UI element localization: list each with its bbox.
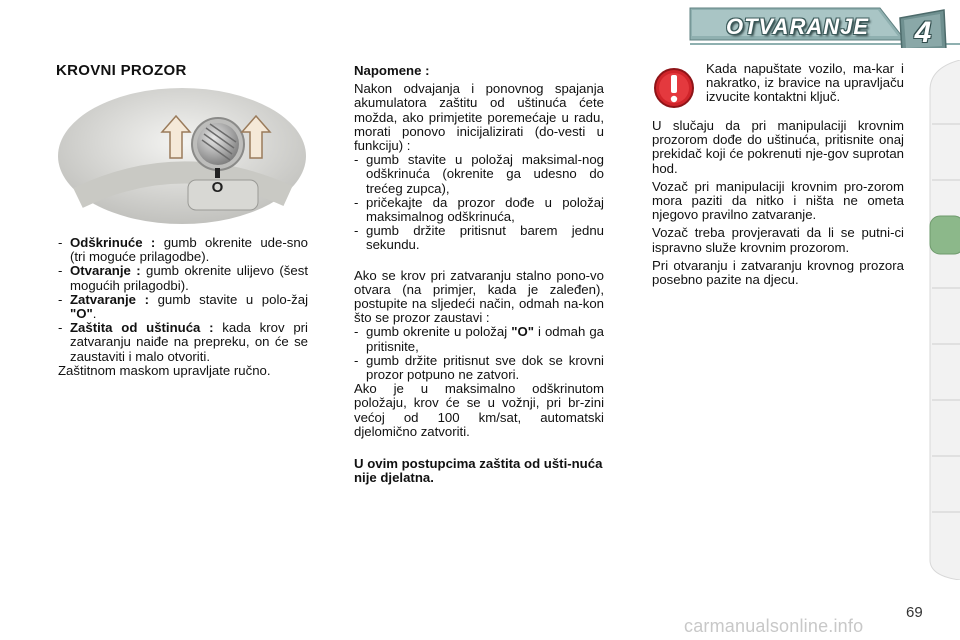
- list-item: - Otvaranje : gumb okrenite ulijevo (šest mogućih prilagodbi).: [58, 263, 308, 293]
- right-paragraph: Vozač treba provjeravati da li se putni-ci ispravno služe krovnim prozorom.: [652, 225, 904, 255]
- watermark: carmanualsonline.info: [684, 616, 864, 636]
- item-bold: Odškrinuće :: [70, 235, 156, 250]
- list-item: - gumb držite pritisnut sve dok se krovni prozor potpuno ne zatvori.: [354, 352, 604, 383]
- note-title: Napomene :: [354, 63, 430, 78]
- sunroof-switch-photo: [58, 88, 306, 224]
- list-item: - gumb stavite u položaj maksimal-nog odškrinuća (okrenite ga udesno do trećeg zupca),: [354, 152, 604, 196]
- item-bold: "O": [70, 306, 93, 322]
- page-number: 69: [906, 604, 923, 621]
- item-text: gumb okrenite u položaj: [366, 324, 512, 340]
- chapter-tabs: [928, 60, 960, 580]
- list-item: - Odškrinuće : gumb okrenite ude-sno (tri moguće prilagodbe).: [58, 235, 308, 265]
- list-item: - gumb okrenite u položaj "O" i odmah ga pritisnite,: [354, 324, 604, 354]
- right-column: [652, 119, 904, 287]
- item-text: .: [92, 306, 97, 322]
- warning-icon: [652, 66, 696, 110]
- list-item: - Zaštita od uštinuća : kada krov pri zatvaranju naiđe na prepreku, on će se zaustaviti i malo otvoriti.: [58, 320, 308, 364]
- right-paragraph: Vozač pri manipulaciji krovnim pro-zorom mora paziti da nitko i ništa ne ometa njegovo pravilno zatvaranje.: [652, 178, 904, 223]
- right-paragraph: U slučaju da pri manipulaciji krovnim prozorom dođe do uštinuća, pritisnite onaj prekidač koji će pokrenuti nje-gov suprotan hod.: [652, 118, 904, 176]
- item-bold: "O": [511, 324, 534, 340]
- item-bold: Zaštita od uštinuća :: [70, 320, 214, 336]
- item-text: gumb držite pritisnut sve dok se krovni prozor potpuno ne zatvori.: [366, 352, 604, 383]
- item-text: pričekajte da prozor dođe u položaj maksimalnog odškrinuća,: [366, 194, 604, 225]
- item-text: gumb okrenite ulijevo (šest mogućih prilagodbi).: [70, 263, 308, 293]
- item-text: gumb stavite u položaj maksimal-nog odškrinuća (okrenite ga udesno do trećeg zupca),: [366, 152, 604, 196]
- item-text: kada krov pri zatvaranju naiđe na prepreku, on će se zaustaviti i malo otvoriti.: [70, 320, 308, 364]
- section-title: KROVNI PROZOR: [56, 62, 187, 79]
- warn-text: Kada napuštate vozilo, ma-kar i nakratko, iz bravice na upravljaču izvucite kontaktni ključ.: [706, 61, 904, 105]
- list-item: - Zatvaranje : gumb stavite u polo-žaj "O".: [58, 291, 308, 322]
- left-column: [58, 236, 308, 378]
- note-text: Nakon odvajanja i ponovnog spajanja akumulatora zaštitu od uštinuća ćete možda, ako primjetite poremećaje u radu, morati ponovo inicijalizirati (do-vesti u funkciju) :: [354, 81, 604, 154]
- item-text: i odmah ga pritisnite,: [366, 324, 604, 354]
- middle-column: [354, 64, 604, 485]
- switch-mark-label: O: [211, 179, 224, 196]
- freeze-text: Ako se krov pri zatvaranju stalno pono-vo otvara (na primjer, kada je zaleđen), postupite na sljedeći način, odmah na-kon što se prozor zaustavi :: [354, 267, 604, 326]
- item-text: gumb okrenite ude-sno (tri moguće prilagodbe).: [70, 235, 308, 265]
- item-bold: Zatvaranje :: [70, 291, 149, 307]
- right-paragraph: Pri otvaranju i zatvaranju krovnog prozora posebno pazite na djecu.: [652, 257, 904, 288]
- chapter-number: 4: [914, 16, 932, 49]
- item-bold: Otvaranje :: [70, 263, 141, 279]
- item-text: gumb držite pritisnut barem jednu sekundu.: [366, 223, 604, 253]
- list-item: - pričekajte da prozor dođe u položaj maksimalnog odškrinuća,: [354, 194, 604, 225]
- warning-note: U ovim postupcima zaštita od ušti-nuća nije djelatna.: [354, 456, 603, 486]
- item-text: gumb stavite u polo-žaj: [148, 291, 308, 307]
- chapter-title: OTVARANJE: [726, 14, 870, 39]
- list-item: - gumb držite pritisnut barem jednu sekundu.: [354, 223, 604, 253]
- max-open-text: Ako je u maksimalno odškrinutom položaju, krov će se u vožnji, pri br-zini većoj od 100 km/sat, automatski djelomično zatvoriti.: [354, 381, 604, 439]
- manual-mask-note: Zaštitnom maskom upravljate ručno.: [58, 362, 271, 378]
